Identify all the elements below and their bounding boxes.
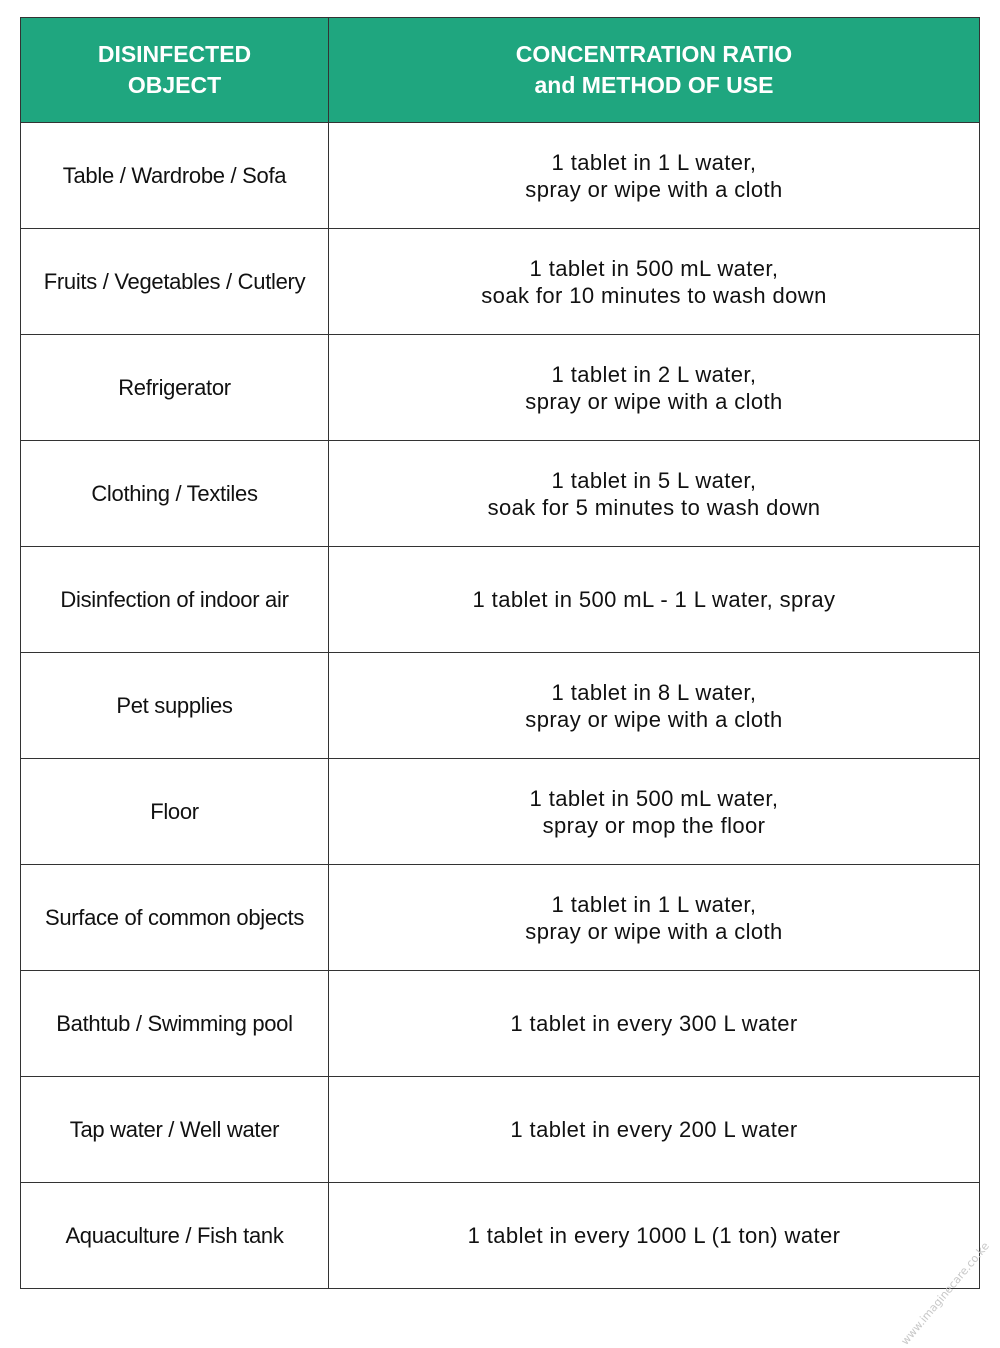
method-cell: [329, 441, 980, 547]
method-cell: [329, 653, 980, 759]
header-row: [21, 18, 980, 123]
method-cell: [329, 1183, 980, 1289]
table-row: [21, 759, 980, 865]
object-cell: Surface of common objects: [21, 865, 329, 971]
method-line1: 1 tablet in every 300 L water: [510, 1011, 798, 1036]
method-cell: [329, 759, 980, 865]
method-cell: [329, 547, 980, 653]
method-line2: spray or wipe with a cloth: [525, 388, 783, 414]
watermark: www.imaginecare.co.ke: [898, 1239, 992, 1348]
method-line1: 1 tablet in every 200 L water: [510, 1117, 798, 1142]
table-row: [21, 547, 980, 653]
method-line2: soak for 5 minutes to wash down: [487, 494, 821, 520]
method-cell: [329, 123, 980, 229]
object-cell: Disinfection of indoor air: [21, 547, 329, 653]
method-line2: spray or mop the floor: [542, 812, 766, 838]
table-row: [21, 229, 980, 335]
table-row: [21, 865, 980, 971]
method-cell: [329, 971, 980, 1077]
method-cell: [329, 865, 980, 971]
table-row: [21, 653, 980, 759]
table-row: [21, 123, 980, 229]
method-line1: 1 tablet in 1 L water,: [551, 149, 757, 175]
object-cell: Floor: [21, 759, 329, 865]
method-line1: 1 tablet in 500 mL water,: [529, 255, 779, 281]
object-cell: Clothing / Textiles: [21, 441, 329, 547]
method-line2: soak for 10 minutes to wash down: [481, 282, 827, 308]
method-cell: [329, 335, 980, 441]
method-line1: 1 tablet in 5 L water,: [551, 467, 757, 493]
method-cell: [329, 229, 980, 335]
method-line1: 1 tablet in 500 mL water,: [529, 785, 779, 811]
object-cell: Bathtub / Swimming pool: [21, 971, 329, 1077]
object-cell: Tap water / Well water: [21, 1077, 329, 1183]
table-row: [21, 1077, 980, 1183]
header-disinfected-object: [21, 18, 329, 123]
table-row: [21, 1183, 980, 1289]
table-row: [21, 335, 980, 441]
method-line2: spray or wipe with a cloth: [525, 918, 783, 944]
method-line2: spray or wipe with a cloth: [525, 176, 783, 202]
table-row: [21, 971, 980, 1077]
object-cell: Pet supplies: [21, 653, 329, 759]
header-concentration-method: [329, 18, 980, 123]
object-cell: Aquaculture / Fish tank: [21, 1183, 329, 1289]
header-object-line2: OBJECT: [127, 72, 222, 98]
method-line1: 1 tablet in 8 L water,: [551, 679, 757, 705]
method-cell: [329, 1077, 980, 1183]
table-row: [21, 441, 980, 547]
header-method-line1: CONCENTRATION RATIO: [515, 41, 793, 67]
object-cell: Table / Wardrobe / Sofa: [21, 123, 329, 229]
header-object-line1: DISINFECTED: [97, 41, 252, 67]
method-line2: spray or wipe with a cloth: [525, 706, 783, 732]
method-line1: 1 tablet in 2 L water,: [551, 361, 757, 387]
method-line1: 1 tablet in 500 mL - 1 L water, spray: [472, 587, 836, 612]
method-line1: 1 tablet in every 1000 L (1 ton) water: [467, 1223, 841, 1248]
method-line1: 1 tablet in 1 L water,: [551, 891, 757, 917]
disinfection-table: [20, 17, 980, 1289]
object-cell: Fruits / Vegetables / Cutlery: [21, 229, 329, 335]
object-cell: Refrigerator: [21, 335, 329, 441]
header-method-line2: and METHOD OF USE: [534, 72, 774, 98]
